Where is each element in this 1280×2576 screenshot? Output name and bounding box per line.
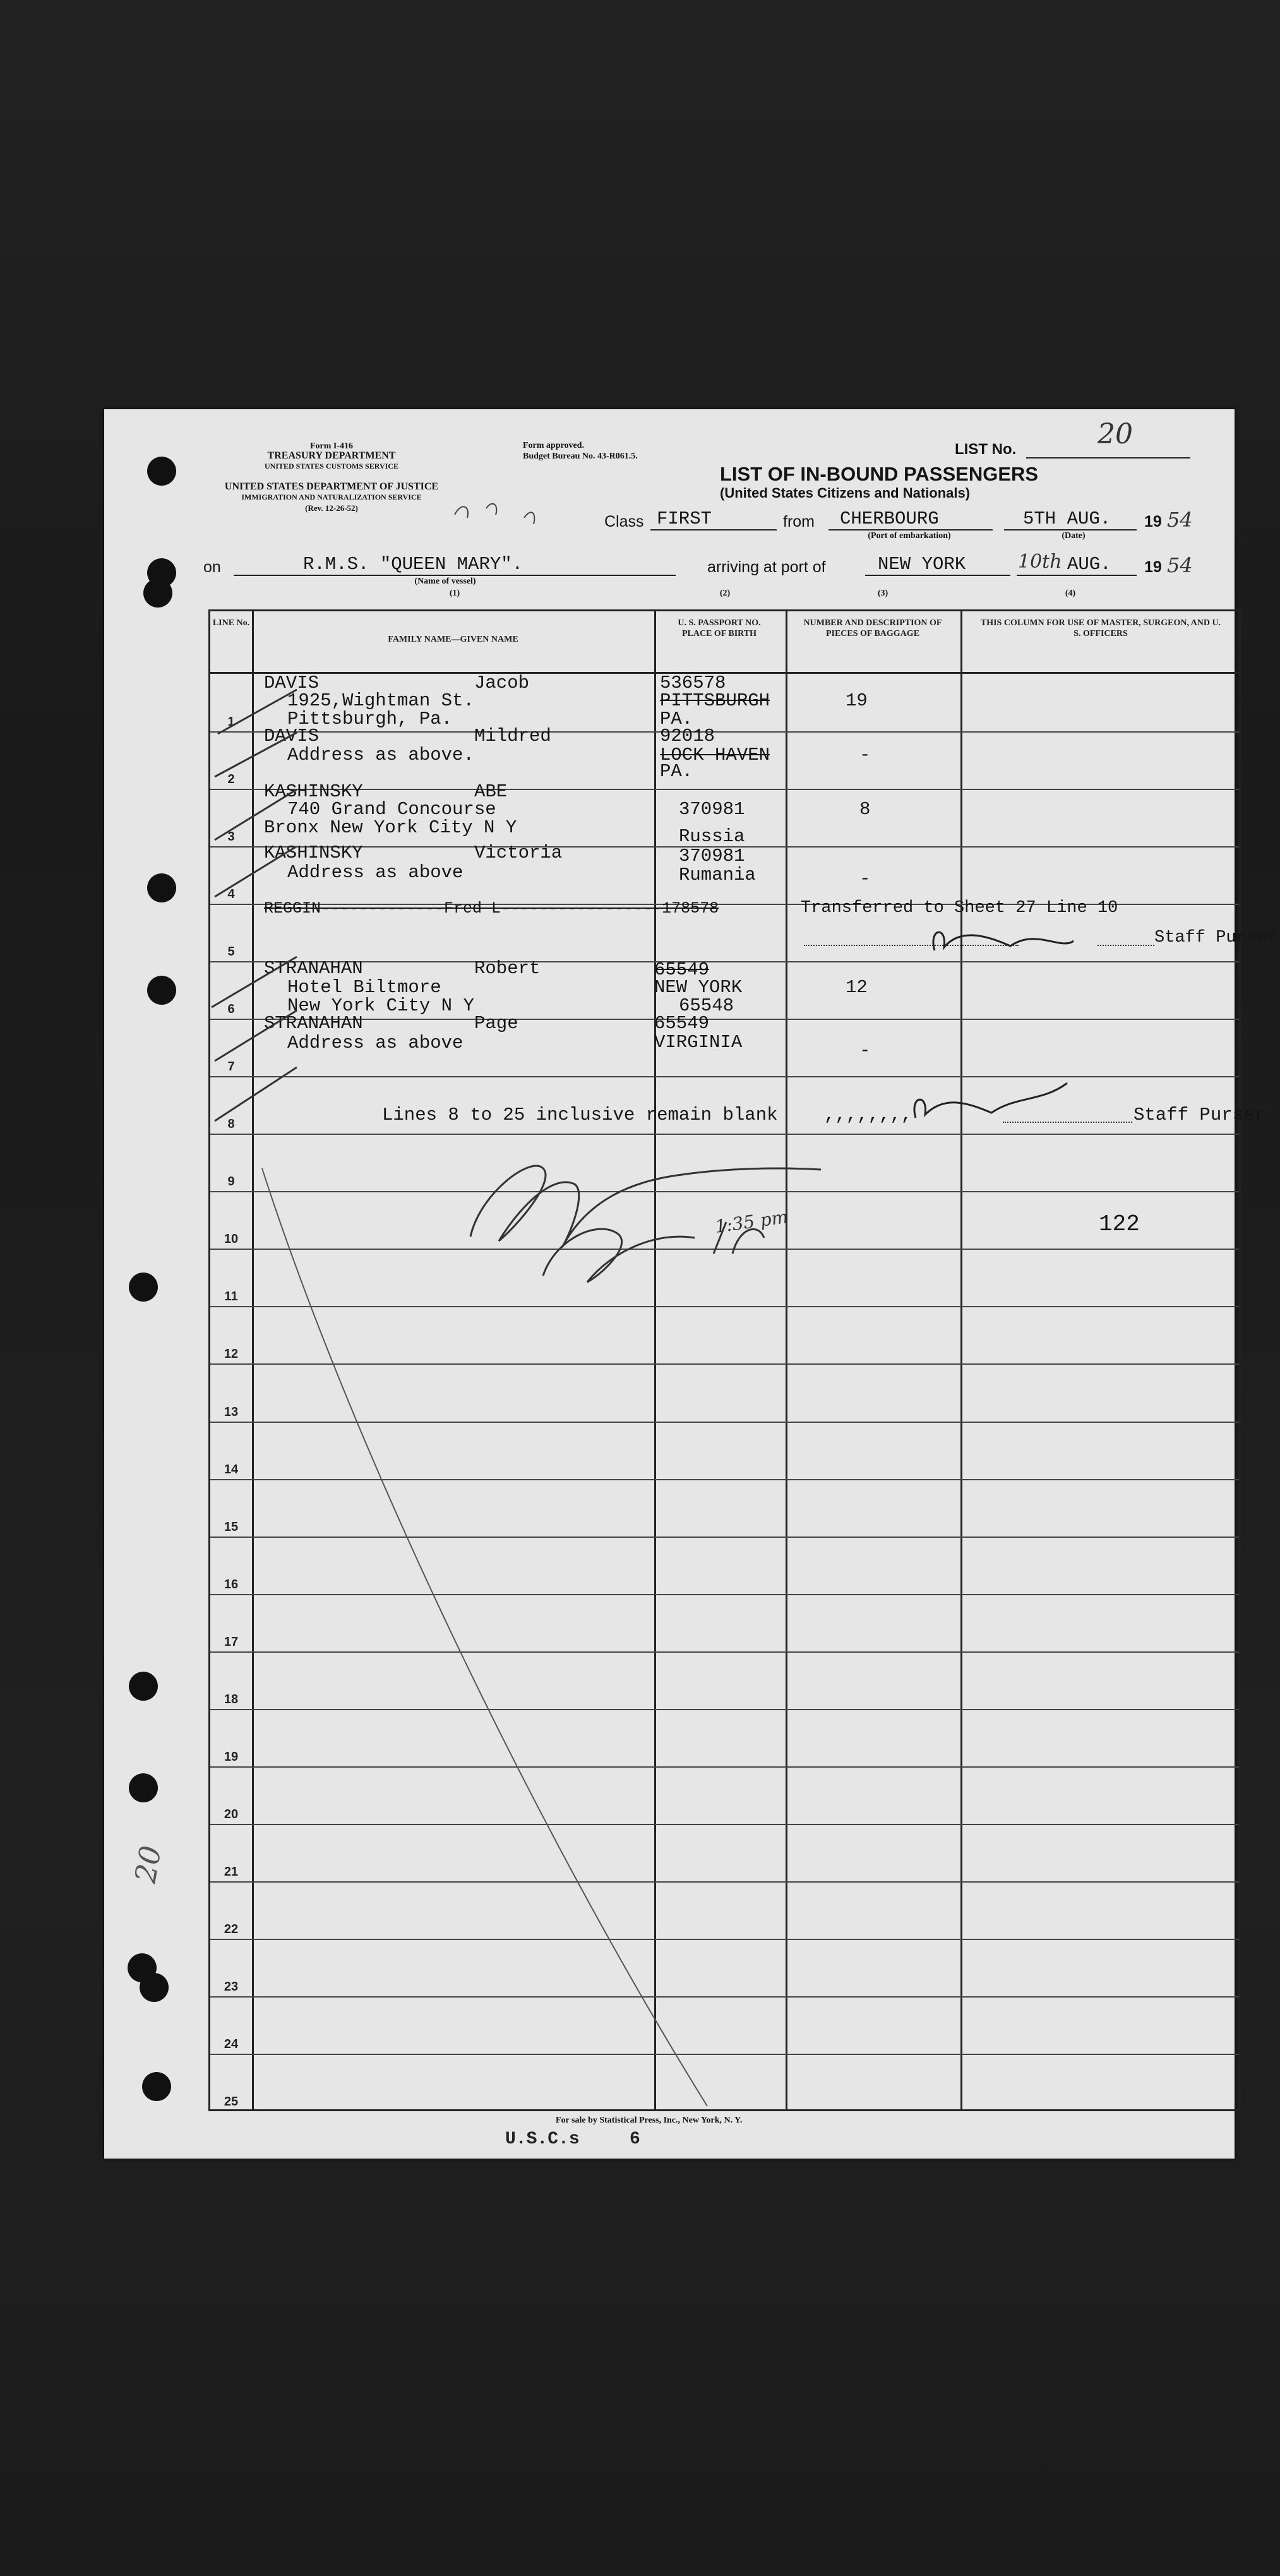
treasury-dept: TREASURY DEPARTMENT — [267, 450, 396, 461]
ins-service: IMMIGRATION AND NATURALIZATION SERVICE — [241, 493, 422, 501]
r6-address-2: New York City N Y — [287, 995, 474, 1016]
col-ref-1: (1) — [449, 589, 460, 598]
diagonal-pencil-line — [262, 1168, 707, 2106]
r2-baggage: - — [859, 745, 871, 765]
r6-passport: 65548 — [679, 995, 734, 1016]
r3-passport: 370981 — [679, 799, 745, 820]
col-header-name: FAMILY NAME—GIVEN NAME — [388, 635, 518, 644]
header-pencil-marks — [455, 504, 534, 524]
col-header-passport: U. S. PASSPORT NO. PLACE OF BIRTH — [678, 618, 761, 638]
r1-birthplace: PITTSBURGH — [660, 690, 770, 711]
r4-birthplace: Rumania — [679, 865, 756, 885]
purser-signature-1 — [933, 932, 1074, 950]
line-number: 15 — [224, 1520, 239, 1534]
entry-check-marks — [212, 690, 297, 1121]
form-title: LIST OF IN-BOUND PASSENGERS — [720, 463, 1039, 485]
r4-family: KASHINSKY — [264, 842, 363, 863]
justice-dept: UNITED STATES DEPARTMENT OF JUSTICE — [224, 481, 439, 492]
r3-birthplace: Russia — [679, 826, 745, 847]
col-ref-2: (2) — [719, 589, 731, 598]
line-number: 16 — [224, 1578, 239, 1591]
r4-address: Address as above — [287, 862, 464, 883]
col-header-officers: THIS COLUMN FOR USE OF MASTER, SURGEON, AND U. S. OFFICERS — [980, 618, 1221, 638]
r1-family: DAVIS — [264, 673, 320, 693]
line-number: 6 — [227, 1002, 235, 1016]
r4-passport: 370981 — [679, 846, 745, 866]
r2-given: Mildred — [474, 726, 551, 746]
passenger-count-note: 122 — [1099, 1211, 1140, 1237]
vessel-name: R.M.S. "QUEEN MARY". — [303, 554, 523, 575]
line-number: 3 — [227, 830, 235, 844]
r3-given: ABE — [474, 781, 508, 802]
r5-staff-purser: Staff Purser — [1154, 928, 1277, 947]
col-header-baggage: NUMBER AND DESCRIPTION OF PIECES OF BAGGAGE — [803, 618, 942, 638]
uscs-number: 6 — [630, 2130, 640, 2149]
r7-passport: 65549 — [654, 1013, 710, 1034]
r6-address-1: Hotel Biltmore — [287, 977, 441, 998]
arrival-year-prefix: 19 — [1144, 558, 1162, 576]
arrival-month: AUG. — [1067, 554, 1111, 575]
class-value: FIRST — [657, 508, 712, 529]
r7-family: STRANAHAN — [264, 1013, 363, 1034]
uscs-code: U.S.C.s — [505, 2130, 580, 2149]
customs-service: UNITED STATES CUSTOMS SERVICE — [265, 462, 398, 470]
vessel-sublabel: (Name of vessel) — [414, 577, 476, 586]
r1-address-1: 1925,Wightman St. — [287, 690, 474, 711]
on-label: on — [203, 558, 221, 576]
col-header-line-no: LINE No. — [212, 618, 250, 628]
r2-birthplace: LOCK HAVEN — [660, 745, 770, 765]
line-number: 25 — [224, 2095, 239, 2109]
line-number: 17 — [224, 1635, 239, 1649]
purser-signature-2 — [914, 1083, 1067, 1118]
line-number: 24 — [224, 2037, 239, 2051]
r8-commas: ,,,,,,,, — [824, 1105, 912, 1125]
class-label: Class — [604, 513, 644, 530]
line-number: 20 — [224, 1807, 239, 1821]
budget-bureau: Budget Bureau No. 43-R061.5. — [523, 452, 638, 461]
r8-staff-purser: Staff Purser — [1133, 1105, 1265, 1125]
r6-baggage: 12 — [846, 977, 868, 998]
printer-credit: For sale by Statistical Press, Inc., New York, N. Y. — [556, 2116, 743, 2125]
margin-note: 20 — [128, 1843, 168, 1886]
col-ref-3: (3) — [877, 589, 888, 598]
line-number: 11 — [224, 1290, 238, 1303]
line-number: 19 — [224, 1750, 239, 1764]
r6-given: Robert — [474, 958, 541, 979]
year-value: 54 — [1167, 508, 1193, 532]
r1-given: Jacob — [474, 673, 530, 693]
date-value: 5TH AUG. — [1023, 508, 1111, 529]
r6-family: STRANAHAN — [264, 958, 363, 979]
from-label: from — [783, 513, 815, 530]
r3-baggage: 8 — [859, 799, 871, 820]
r6-birthplace: NEW YORK — [654, 977, 743, 998]
list-number-label: LIST No. — [955, 441, 1017, 458]
port-value: NEW YORK — [878, 554, 966, 575]
r2-birthstate: PA. — [660, 761, 693, 782]
form-number: Form I-416 — [309, 441, 354, 451]
arrival-day: 10th — [1018, 551, 1062, 573]
r7-address: Address as above — [287, 1033, 464, 1053]
line-number: 23 — [224, 1980, 239, 1994]
r7-birthplace: VIRGINIA — [654, 1032, 743, 1053]
r1-passport: 536578 — [660, 673, 726, 693]
from-sublabel: (Port of embarkation) — [868, 531, 951, 541]
line-number: 14 — [224, 1463, 239, 1477]
r6-passport-old: 65549 — [654, 959, 710, 980]
r5-transfer-note: Transferred to Sheet 27 Line 10 — [801, 899, 1118, 918]
date-sublabel: (Date) — [1062, 531, 1086, 541]
line-number: 22 — [224, 1922, 239, 1936]
r3-family: KASHINSKY — [264, 781, 363, 802]
line-number: 12 — [224, 1347, 239, 1361]
r1-address-2: Pittsburgh, Pa. — [287, 709, 453, 729]
col-ref-4: (4) — [1065, 589, 1076, 598]
from-value: CHERBOURG — [840, 508, 939, 529]
line-number: 8 — [227, 1117, 235, 1131]
line-number: 18 — [224, 1692, 239, 1706]
r8-blank-note: Lines 8 to 25 inclusive remain blank — [382, 1105, 778, 1125]
list-number-value: 20 — [1098, 418, 1133, 450]
line-number: 1 — [227, 715, 235, 729]
form-revision: (Rev. 12-26-52) — [305, 503, 358, 513]
r3-address-2: Bronx New York City N Y — [264, 817, 517, 838]
r7-given: Page — [474, 1013, 518, 1034]
arriving-label: arriving at port of — [707, 558, 826, 576]
line-number: 4 — [227, 887, 235, 901]
r4-baggage: - — [859, 868, 871, 889]
line-number: 10 — [224, 1232, 239, 1246]
form-subtitle: (United States Citizens and Nationals) — [720, 485, 971, 501]
r2-address: Address as above. — [287, 745, 474, 765]
line-number: 21 — [224, 1865, 239, 1879]
line-number: 9 — [227, 1175, 235, 1189]
r1-baggage: 19 — [846, 690, 868, 711]
form-approved: Form approved. — [523, 441, 584, 450]
line-number: 13 — [224, 1405, 239, 1419]
r2-passport: 92018 — [660, 726, 715, 746]
r1-birthstate: PA. — [660, 709, 693, 729]
line-number: 5 — [227, 945, 235, 959]
r4-given: Victoria — [474, 842, 563, 863]
r5-cancelled-entry: REGGIN-------------Fred L-----------------178578 — [264, 899, 719, 918]
stamp-time-note: 1:35 pm — [714, 1206, 789, 1237]
year-prefix: 19 — [1144, 513, 1162, 530]
line-number: 7 — [227, 1060, 235, 1074]
r2-family: DAVIS — [264, 726, 320, 746]
line-number: 2 — [227, 772, 235, 786]
r3-address-1: 740 Grand Concourse — [287, 799, 496, 820]
r7-baggage: - — [859, 1040, 871, 1061]
arrival-year: 54 — [1167, 553, 1193, 577]
